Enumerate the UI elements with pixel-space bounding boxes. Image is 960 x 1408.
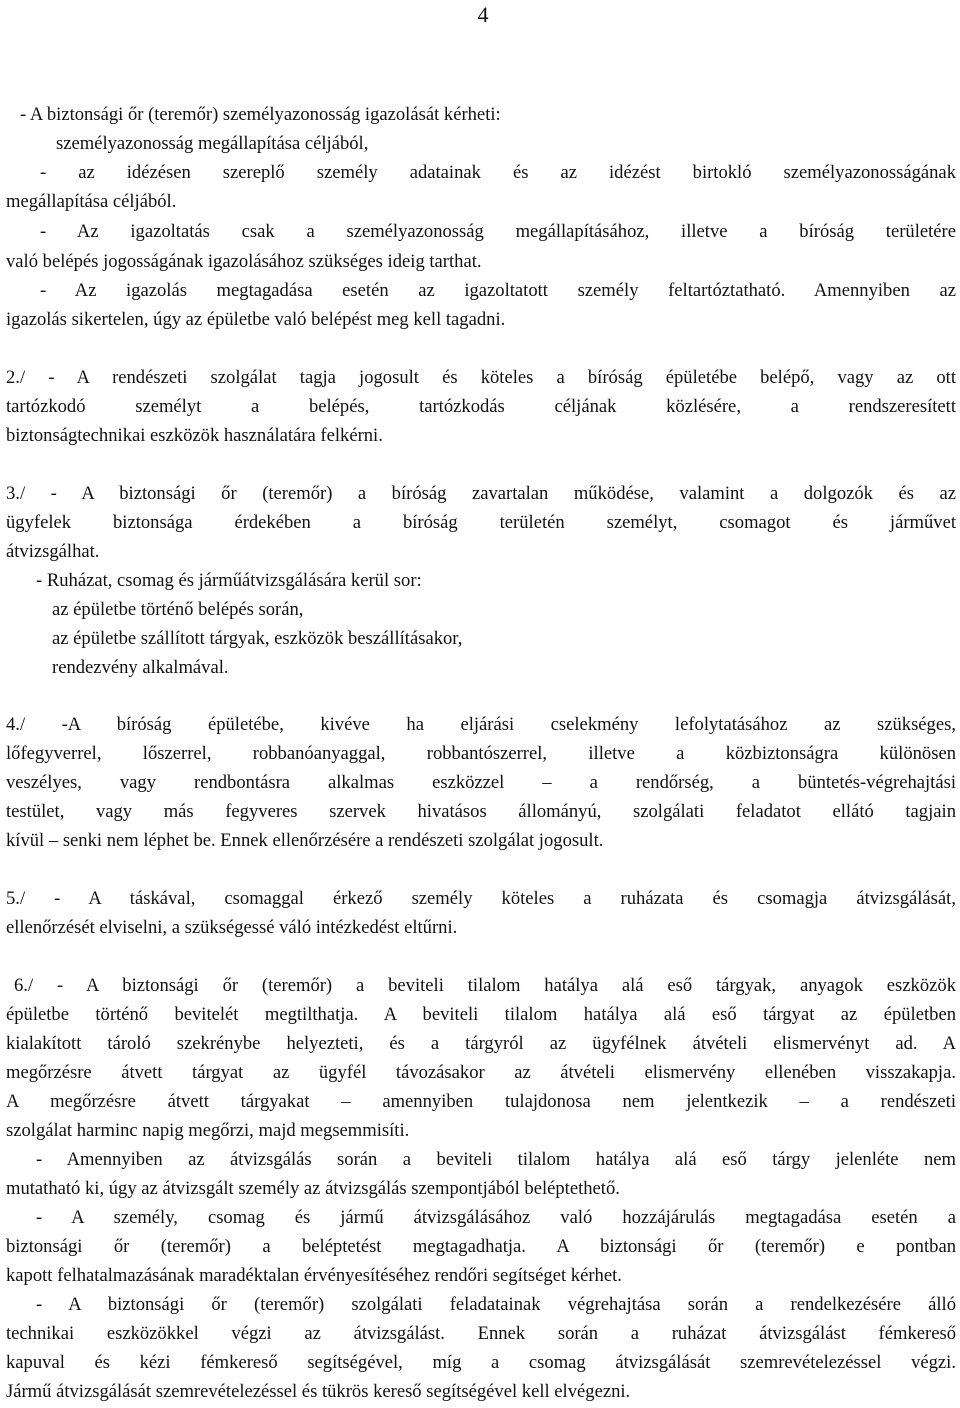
text-line: kialakított tároló szekrénybe helyezteti, és a tárgyról az ügyfélnek átvételi elismervényt ad. A: [6, 1033, 956, 1054]
text-line: 4./ -A bíróság épületébe, kivéve ha eljárási cselekmény lefolytatásához az szükséges,: [6, 714, 956, 735]
text-line: 6./ - A biztonsági őr (teremőr) a beviteli tilalom hatálya alá eső tárgyak, anyagok eszközök: [14, 975, 956, 996]
text-line: - Az igazoltatás csak a személyazonosság megállapításához, illetve a bíróság területére: [40, 221, 956, 242]
text-line: az épületbe szállított tárgyak, eszközök beszállításakor,: [52, 628, 463, 649]
text-line: - A személy, csomag és jármű átvizsgálásához való hozzájárulás megtagadása esetén a: [36, 1207, 956, 1228]
text-line: testület, vagy más fegyveres szervek hivatásos állományú, szolgálati feladatot ellátó tagjain: [6, 801, 956, 822]
text-line: A megőrzésre átvett tárgyakat – amennyiben tulajdonosa nem jelentkezik – a rendészeti: [6, 1091, 956, 1112]
text-line: - A biztonsági őr (teremőr) szolgálati feladatainak végrehajtása során a rendelkezésére álló: [36, 1294, 956, 1315]
text-line: ügyfelek biztonsága érdekében a bíróság területén személyt, csomagot és járművet: [6, 512, 956, 533]
text-line: rendezvény alkalmával.: [52, 657, 229, 678]
text-line: kívül – senki nem léphet be. Ennek ellenőrzésére a rendészeti szolgálat jogosult.: [6, 830, 604, 851]
text-line: személyazonosság megállapítása céljából,: [56, 133, 369, 154]
text-line: való belépés jogosságának igazolásához szükséges ideig tarthat.: [6, 251, 482, 272]
text-line: - Amennyiben az átvizsgálás során a beviteli tilalom hatálya alá eső tárgy jelenléte nem: [36, 1149, 956, 1170]
text-line: mutatható ki, úgy az átvizsgált személy az átvizsgálás szempontjából beléptethető.: [6, 1178, 620, 1199]
text-line: 3./ - A biztonsági őr (teremőr) a bíróság zavartalan működése, valamint a dolgozók és az: [6, 483, 956, 504]
text-line: Jármű átvizsgálását szemrevételezéssel és tükrös kereső segítségével kell elvégezni.: [6, 1381, 631, 1402]
text-line: 5./ - A táskával, csomaggal érkező személy köteles a ruházata és csomagja átvizsgálását,: [6, 888, 956, 909]
text-line: ellenőrzését elviselni, a szükségessé váló intézkedést eltűrni.: [6, 917, 458, 938]
text-line: lőfegyverrel, lőszerrel, robbanóanyaggal, robbantószerrel, illetve a közbiztonságra különösen: [6, 743, 956, 764]
text-line: épületbe történő bevitelét megtilthatja. A beviteli tilalom hatálya alá eső tárgyat az épületben: [6, 1004, 956, 1025]
text-line: veszélyes, vagy rendbontásra alkalmas eszközzel – a rendőrség, a büntetés-végrehajtási: [6, 772, 956, 793]
text-line: 2./ - A rendészeti szolgálat tagja jogosult és köteles a bíróság épületébe belépő, vagy az ott: [6, 367, 956, 388]
text-line: tartózkodó személyt a belépés, tartózkodás céljának közlésére, a rendszeresített: [6, 396, 956, 417]
text-line: biztonságtechnikai eszközök használatára felkérni.: [6, 425, 383, 446]
page-number: 4: [477, 2, 489, 27]
text-line: megállapítása céljából.: [6, 191, 177, 212]
text-line: technikai eszközökkel végzi az átvizsgálást. Ennek során a ruházat átvizsgálást fémkereső: [6, 1323, 956, 1344]
text-line: - az idézésen szereplő személy adatainak és az idézést birtokló személyazonosságának: [40, 162, 956, 183]
text-line: megőrzésre átvett tárgyat az ügyfél távozásakor az átvételi elismervény ellenében visszakapja.: [6, 1062, 956, 1083]
text-line: igazolás sikertelen, úgy az épületbe való belépést meg kell tagadni.: [6, 309, 506, 330]
text-line: kapott felhatalmazásának maradéktalan érvényesítéséhez rendőri segítséget kérhet.: [6, 1265, 622, 1286]
text-line: - Az igazolás megtagadása esetén az igazoltatott személy feltartóztatható. Amennyiben az: [40, 280, 956, 301]
text-line: átvizsgálhat.: [6, 541, 100, 562]
text-line: - A biztonsági őr (teremőr) személyazonosság igazolását kérheti:: [20, 104, 501, 125]
text-line: - Ruházat, csomag és járműátvizsgálására kerül sor:: [36, 570, 422, 591]
text-line: kapuval és kézi fémkereső segítségével, míg a csomag átvizsgálását szemrevételezéssel végzi.: [6, 1352, 956, 1373]
text-line: szolgálat harminc napig megőrzi, majd megsemmisíti.: [6, 1120, 410, 1141]
text-line: biztonsági őr (teremőr) a beléptetést megtagadhatja. A biztonsági őr (teremőr) e pontban: [6, 1236, 956, 1257]
text-line: az épületbe történő belépés során,: [52, 599, 304, 620]
